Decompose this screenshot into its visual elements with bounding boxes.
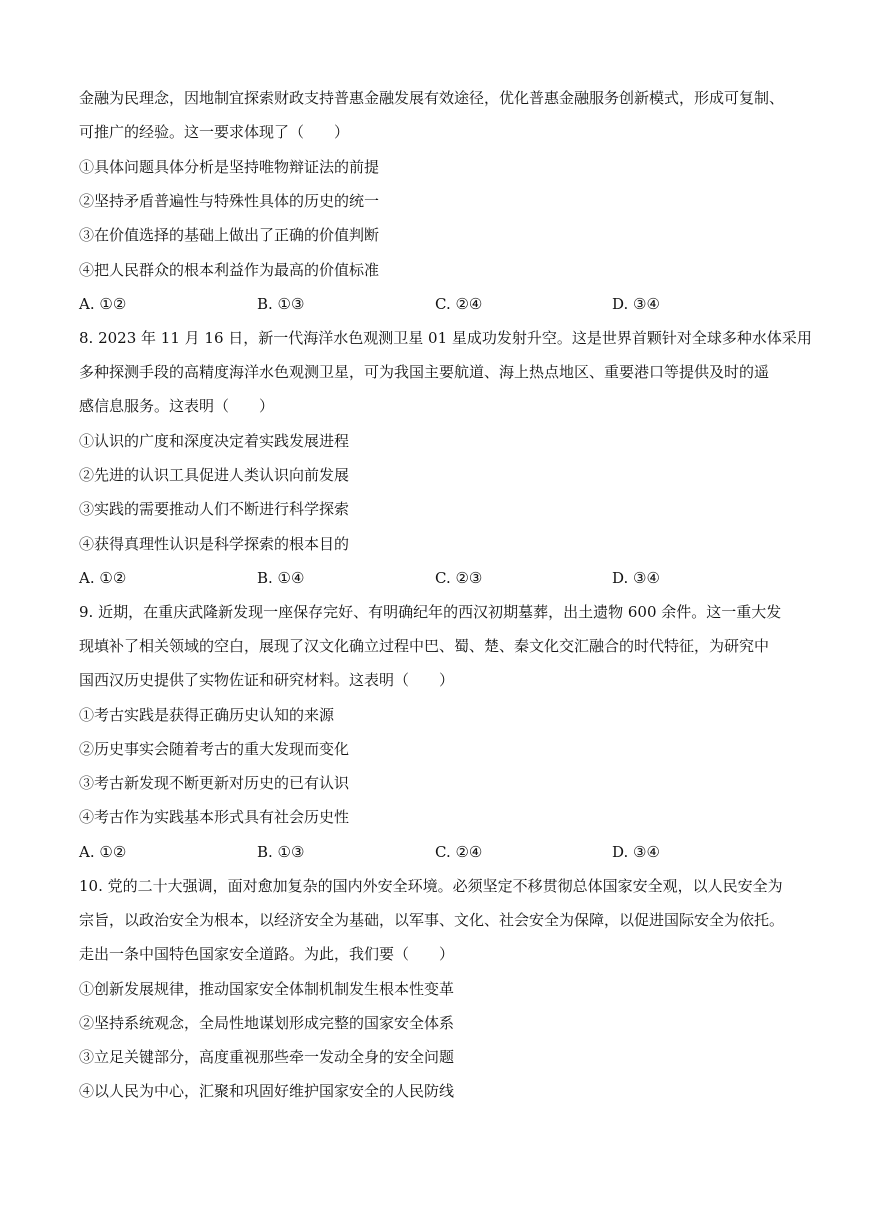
- q8-stem-line: 感信息服务。这表明（ ）: [79, 397, 275, 415]
- q9-options: [79, 842, 779, 862]
- q7-statement-1: ①具体问题具体分析是坚持唯物辩证法的前提: [79, 158, 380, 176]
- q10-statement-4: ④以人民为中心，汇聚和巩固好维护国家安全的人民防线: [79, 1082, 455, 1100]
- q9-option-c: C. ②④: [435, 843, 483, 861]
- q9-option-d: D. ③④: [612, 843, 660, 861]
- q7-options: [79, 294, 779, 314]
- q7-option-d: D. ③④: [612, 295, 660, 313]
- q8-option-c: C. ②③: [435, 569, 483, 587]
- q8-option-d: D. ③④: [612, 569, 660, 587]
- q8-statement-2: ②先进的认识工具促进人类认识向前发展: [79, 466, 350, 484]
- q7-stem-line: 金融为民理念，因地制宜探索财政支持普惠金融发展有效途径，优化普惠金融服务创新模式，形成可复制、: [79, 89, 785, 107]
- q10-stem-line: 走出一条中国特色国家安全道路。为此，我们要（ ）: [79, 945, 455, 963]
- q9-option-a: A. ①②: [79, 843, 127, 861]
- q8-statement-3: ③实践的需要推动人们不断进行科学探索: [79, 500, 350, 518]
- q8-stem-line: 多种探测手段的高精度海洋水色观测卫星，可为我国主要航道、海上热点地区、重要港口等提供及时的遥: [79, 363, 770, 381]
- q9-statement-1: ①考古实践是获得正确历史认知的来源: [79, 706, 335, 724]
- q7-option-a: A. ①②: [79, 295, 127, 313]
- q9-stem-line: 现填补了相关领域的空白，展现了汉文化确立过程中巴、蜀、楚、秦文化交汇融合的时代特征，为研究中: [79, 637, 770, 655]
- q10-stem-line: 10. 党的二十大强调，面对愈加复杂的国内外安全环境。必须坚定不移贯彻总体国家安全观，以人民安全为: [79, 877, 783, 895]
- q7-statement-4: ④把人民群众的根本利益作为最高的价值标准: [79, 261, 380, 279]
- q9-statement-3: ③考古新发现不断更新对历史的已有认识: [79, 774, 350, 792]
- q8-options: [79, 568, 779, 588]
- q7-statement-2: ②坚持矛盾普遍性与特殊性具体的历史的统一: [79, 192, 380, 210]
- q7-option-c: C. ②④: [435, 295, 483, 313]
- q9-stem-line: 国西汉历史提供了实物佐证和研究材料。这表明（ ）: [79, 671, 455, 689]
- q7-option-b: B. ①③: [257, 295, 305, 313]
- q9-stem-line: 9. 近期，在重庆武隆新发现一座保存完好、有明确纪年的西汉初期墓葬，出土遗物 600 余件。这一重大发: [79, 603, 782, 621]
- q8-option-b: B. ①④: [257, 569, 305, 587]
- q9-option-b: B. ①③: [257, 843, 305, 861]
- q9-statement-2: ②历史事实会随着考古的重大发现而变化: [79, 740, 350, 758]
- q8-stem-line: 8. 2023 年 11 月 16 日，新一代海洋水色观测卫星 01 星成功发射升空。这是世界首颗针对全球多种水体采用: [79, 329, 812, 347]
- q7-statement-3: ③在价值选择的基础上做出了正确的价值判断: [79, 226, 380, 244]
- q9-statement-4: ④考古作为实践基本形式具有社会历史性: [79, 808, 350, 826]
- q8-option-a: A. ①②: [79, 569, 127, 587]
- q8-statement-4: ④获得真理性认识是科学探索的根本目的: [79, 535, 350, 553]
- q10-statement-2: ②坚持系统观念，全局性地谋划形成完整的国家安全体系: [79, 1014, 455, 1032]
- q7-stem-line: 可推广的经验。这一要求体现了（ ）: [79, 123, 350, 141]
- q8-statement-1: ①认识的广度和深度决定着实践发展进程: [79, 432, 350, 450]
- q10-stem-line: 宗旨，以政治安全为根本，以经济安全为基础，以军事、文化、社会安全为保障，以促进国际安全为依托。: [79, 911, 785, 929]
- q10-statement-1: ①创新发展规律，推动国家安全体制机制发生根本性变革: [79, 980, 455, 998]
- q10-statement-3: ③立足关键部分，高度重视那些牵一发动全身的安全问题: [79, 1048, 455, 1066]
